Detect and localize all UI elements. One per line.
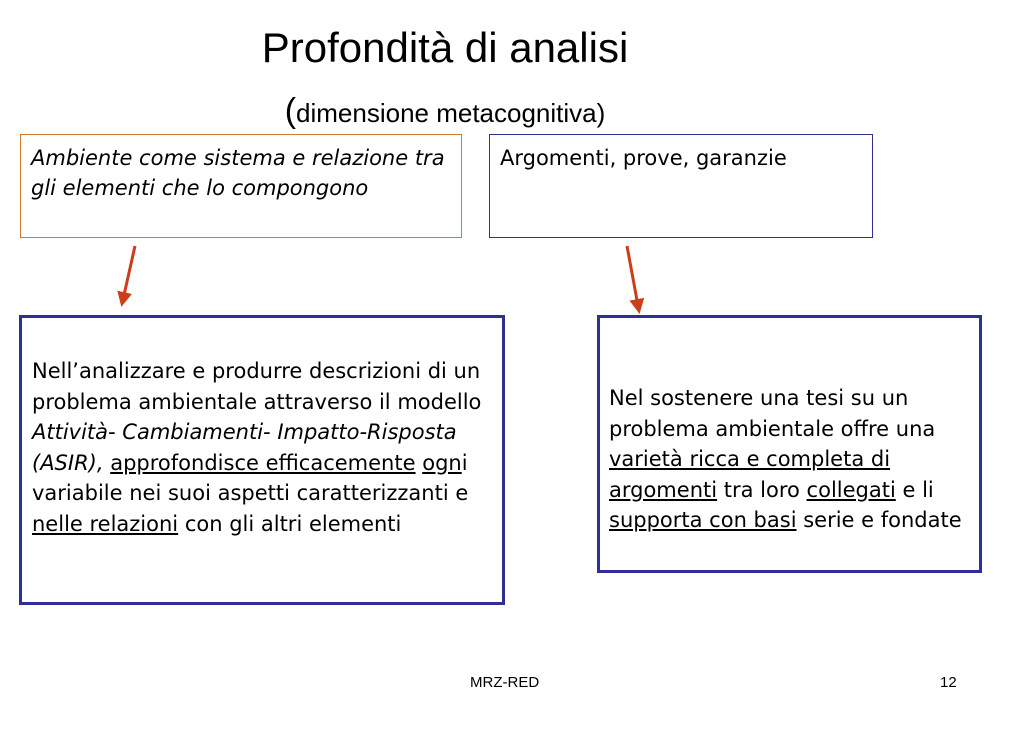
thesis-text-4: serie e fondate bbox=[796, 508, 962, 532]
deepens-effectively-text: approfondisce efficacemente bbox=[110, 450, 416, 475]
subtitle-text: dimensione metacognitiva bbox=[296, 98, 597, 128]
every-underlined-text: ogn bbox=[422, 450, 462, 475]
asir-model-text: Attività- Cambiamenti- Impatto-Risposta (ASIR), bbox=[32, 420, 457, 475]
thesis-text-2: tra loro bbox=[717, 477, 807, 502]
connected-text: collegati bbox=[806, 477, 896, 502]
supports-with-bases-text: supporta con basi bbox=[609, 508, 797, 532]
thesis-text-3: e li bbox=[895, 477, 934, 502]
analysis-text-5: con gli altri elementi bbox=[178, 511, 402, 536]
slide-title: Profondità di analisi bbox=[261, 24, 629, 71]
thesis-support-box bbox=[597, 315, 982, 573]
footer-author: MRZ-RED bbox=[470, 674, 540, 691]
arguments-text: Argomenti, prove, garanzie bbox=[500, 146, 787, 170]
right-down-arrow bbox=[627, 246, 639, 311]
thesis-text-1: Nel sostenere una tesi su un problema ambientale offre una bbox=[609, 386, 936, 441]
left-down-arrow bbox=[122, 246, 135, 304]
subtitle-open-paren: ( bbox=[284, 92, 297, 130]
analysis-text-1: Nell’analizzare e produrre descrizioni di un problema ambientale attraverso il modello bbox=[32, 359, 482, 414]
in-relations-text: nelle relazioni bbox=[32, 511, 179, 536]
environment-system-text: Ambiente come sistema e relazione tra gli elementi che lo compongono bbox=[31, 146, 445, 200]
subtitle-close-paren: ) bbox=[596, 98, 606, 128]
analysis-description-box bbox=[19, 315, 505, 605]
page-number: 12 bbox=[940, 674, 957, 691]
rich-variety-text: varietà ricca e completa di argomenti bbox=[609, 447, 891, 502]
analysis-text-4: i variabile nei suoi aspetti caratterizzanti e bbox=[32, 450, 469, 505]
